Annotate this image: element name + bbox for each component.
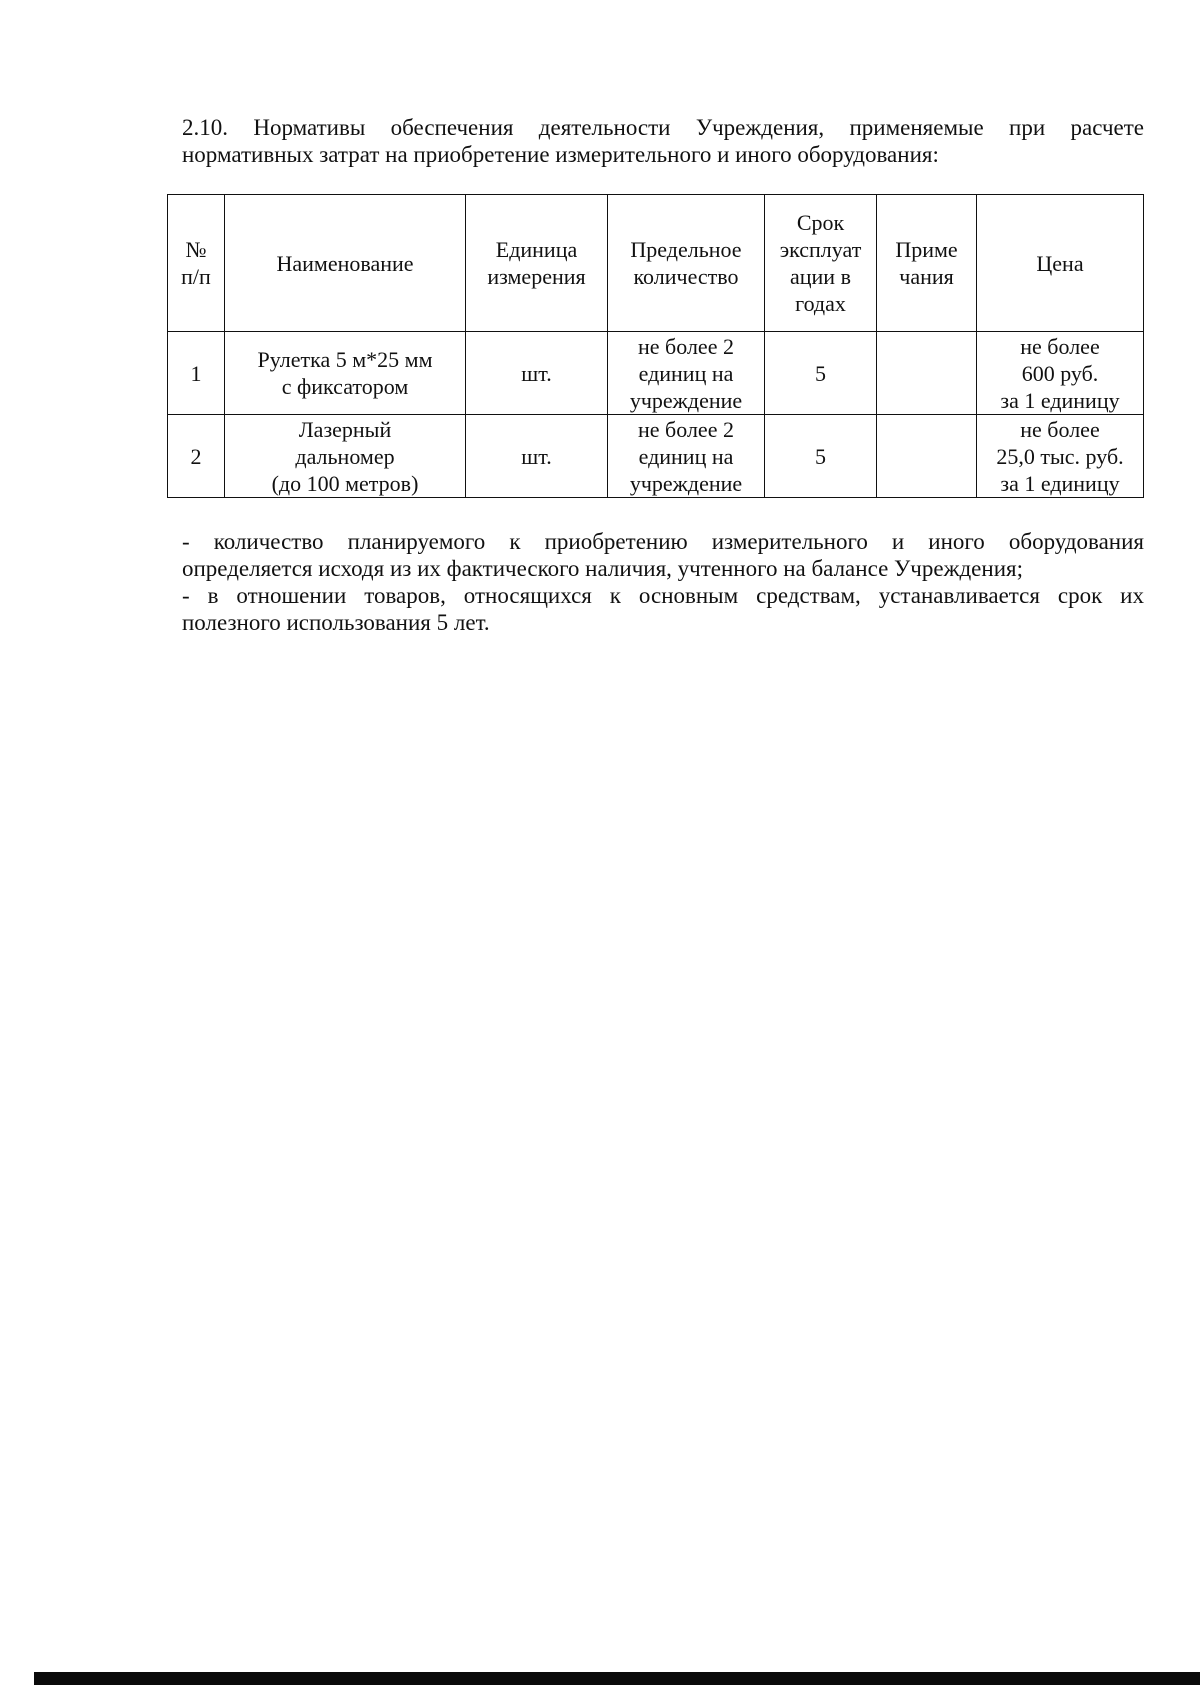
header-name: Наименование (225, 195, 466, 332)
note-1-line-2: определяется исходя из их фактического наличия, учтенного на балансе Учреждения; (182, 556, 1023, 581)
table-row (168, 332, 1144, 415)
table-header-row (168, 195, 1144, 332)
header-max-quantity: Предельное количество (608, 195, 765, 332)
cell-notes (877, 332, 977, 415)
cell-price: не более 25,0 тыс. руб. за 1 единицу (977, 415, 1144, 498)
scan-edge-bar (34, 1672, 1200, 1685)
note-2-line-2: полезного использования 5 лет. (182, 610, 490, 635)
header-unit: Единица измерения (466, 195, 608, 332)
note-2-line-1: - в отношении товаров, относящихся к основным средствам, устанавливается срок их (182, 583, 1144, 608)
cell-name: Лазерный дальномер (до 100 метров) (225, 415, 466, 498)
header-service-life: Срок эксплуат ации в годах (765, 195, 877, 332)
table-row (168, 415, 1144, 498)
header-notes: Приме чания (877, 195, 977, 332)
cell-service-life: 5 (765, 415, 877, 498)
cell-notes (877, 415, 977, 498)
cell-service-life: 5 (765, 332, 877, 415)
notes-block (182, 528, 1144, 636)
cell-unit: шт. (466, 415, 608, 498)
cell-name: Рулетка 5 м*25 мм с фиксатором (225, 332, 466, 415)
header-price: Цена (977, 195, 1144, 332)
norms-table (167, 194, 1144, 498)
note-1-line-1: - количество планируемого к приобретению измерительного и иного оборудования (182, 529, 1144, 554)
cell-number: 2 (168, 415, 225, 498)
cell-unit: шт. (466, 332, 608, 415)
section-heading-line-2: нормативных затрат на приобретение измерительного и иного оборудования: (182, 142, 939, 167)
header-number: № п/п (168, 195, 225, 332)
section-heading (182, 114, 1144, 168)
cell-max-quantity: не более 2 единиц на учреждение (608, 415, 765, 498)
section-heading-line-1: 2.10. Нормативы обеспечения деятельности Учреждения, применяемые при расчете (182, 115, 1144, 140)
cell-price: не более 600 руб. за 1 единицу (977, 332, 1144, 415)
cell-max-quantity: не более 2 единиц на учреждение (608, 332, 765, 415)
cell-number: 1 (168, 332, 225, 415)
